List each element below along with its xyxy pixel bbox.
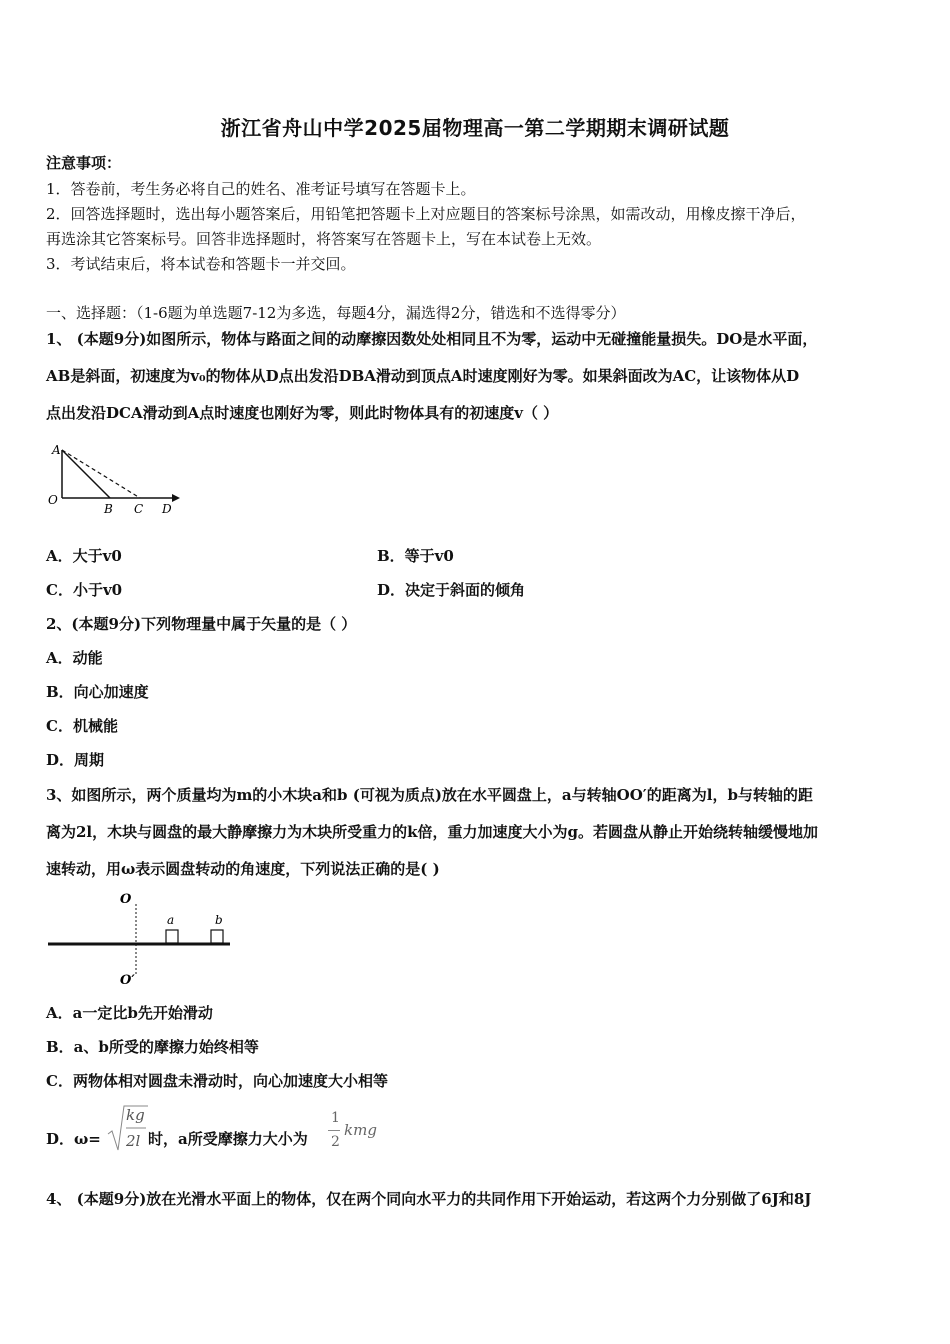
fraction-denominator: 2: [331, 1134, 340, 1150]
q3-option-a[interactable]: A．a一定比b先开始滑动: [46, 1004, 213, 1022]
sqrt-numerator: kg: [126, 1106, 145, 1124]
q3-option-d-middle: 时，a所受摩擦力大小为: [148, 1130, 308, 1148]
q2-option-d[interactable]: D．周期: [46, 751, 105, 769]
q2-option-c[interactable]: C．机械能: [46, 717, 118, 735]
note-item: 3．考试结束后，将本试卷和答题卡一并交回。: [46, 255, 356, 273]
fraction-bar: [328, 1130, 340, 1131]
q3-label-o-prime: O′: [120, 973, 135, 988]
q1-option-c[interactable]: C．小于v0: [46, 581, 123, 599]
q3-turntable-diagram: [44, 886, 244, 990]
q1-option-d[interactable]: D．决定于斜面的倾角: [377, 581, 526, 599]
notes-heading: 注意事项：: [46, 154, 122, 172]
q1-stem-line: 点出发沿DCA滑动到A点时速度也刚好为零，则此时物体具有的初速度v（ ）: [46, 404, 559, 422]
sqrt-denominator: 2l: [126, 1132, 141, 1150]
q1-option-a[interactable]: A．大于v0: [46, 547, 122, 565]
q3-option-d-tail: kmg: [344, 1121, 377, 1139]
note-item: 再选涂其它答案标号。回答非选择题时，将答案写在答题卡上，写在本试卷上无效。: [46, 230, 602, 248]
q2-stem: 2、(本题9分)下列物理量中属于矢量的是（ ）: [46, 615, 357, 633]
section-heading: 一、选择题：（1-6题为单选题7-12为多选，每题4分，漏选得2分，错选和不选得零分）: [46, 304, 626, 322]
q3-stem-line: 离为2l，木块与圆盘的最大静摩擦力为木块所受重力的k倍，重力加速度大小为g。若圆盘从静止开始绕转轴缓慢地加: [46, 823, 819, 841]
q1-label-a: A: [52, 443, 61, 457]
page-title: 浙江省舟山中学2025届物理高一第二学期期末调研试题: [220, 116, 730, 140]
q3-label-o: O: [120, 892, 132, 907]
q4-stem: 4、 (本题9分)放在光滑水平面上的物体，仅在两个同向水平力的共同作用下开始运动，若这两个力分别做了6J和8J: [46, 1190, 812, 1208]
q1-label-d: D: [162, 502, 172, 516]
q3-option-d-prefix: D．ω=: [46, 1130, 101, 1148]
q1-label-b: B: [104, 502, 113, 516]
q3-label-a: a: [167, 913, 175, 927]
q1-incline-diagram: [44, 440, 184, 518]
q3-stem-line: 3、如图所示，两个质量均为m的小木块a和b (可视为质点)放在水平圆盘上，a与转轴OO′的距离为l，b与转轴的距: [46, 786, 813, 804]
q1-stem-line: 1、 (本题9分)如图所示，物体与路面之间的动摩擦因数处处相同且不为零，运动中无碰撞能量损失。DO是水平面，: [46, 330, 818, 348]
note-item: 2．回答选择题时，选出每小题答案后，用铅笔把答题卡上对应题目的答案标号涂黑，如需改动，用橡皮擦干净后，: [46, 205, 806, 223]
q2-option-b[interactable]: B．向心加速度: [46, 683, 149, 701]
q1-option-b[interactable]: B．等于v0: [377, 547, 454, 565]
q3-stem-line: 速转动，用ω表示圆盘转动的角速度，下列说法正确的是( ): [46, 860, 440, 878]
q3-label-b: b: [215, 913, 223, 927]
note-item: 1．答卷前，考生务必将自己的姓名、准考证号填写在答题卡上。: [46, 180, 476, 198]
q3-option-b[interactable]: B．a、b所受的摩擦力始终相等: [46, 1038, 259, 1056]
q2-option-a[interactable]: A．动能: [46, 649, 103, 667]
fraction-numerator: 1: [331, 1110, 340, 1126]
q3-option-c[interactable]: C．两物体相对圆盘未滑动时，向心加速度大小相等: [46, 1072, 388, 1090]
q1-label-o: O: [48, 493, 58, 507]
q1-label-c: C: [134, 502, 144, 516]
q3-option-d[interactable]: [46, 1104, 466, 1156]
q1-stem-line: AB是斜面，初速度为v₀的物体从D点出发沿DBA滑动到顶点A时速度刚好为零。如果斜面改为AC，让该物体从D: [46, 367, 800, 385]
